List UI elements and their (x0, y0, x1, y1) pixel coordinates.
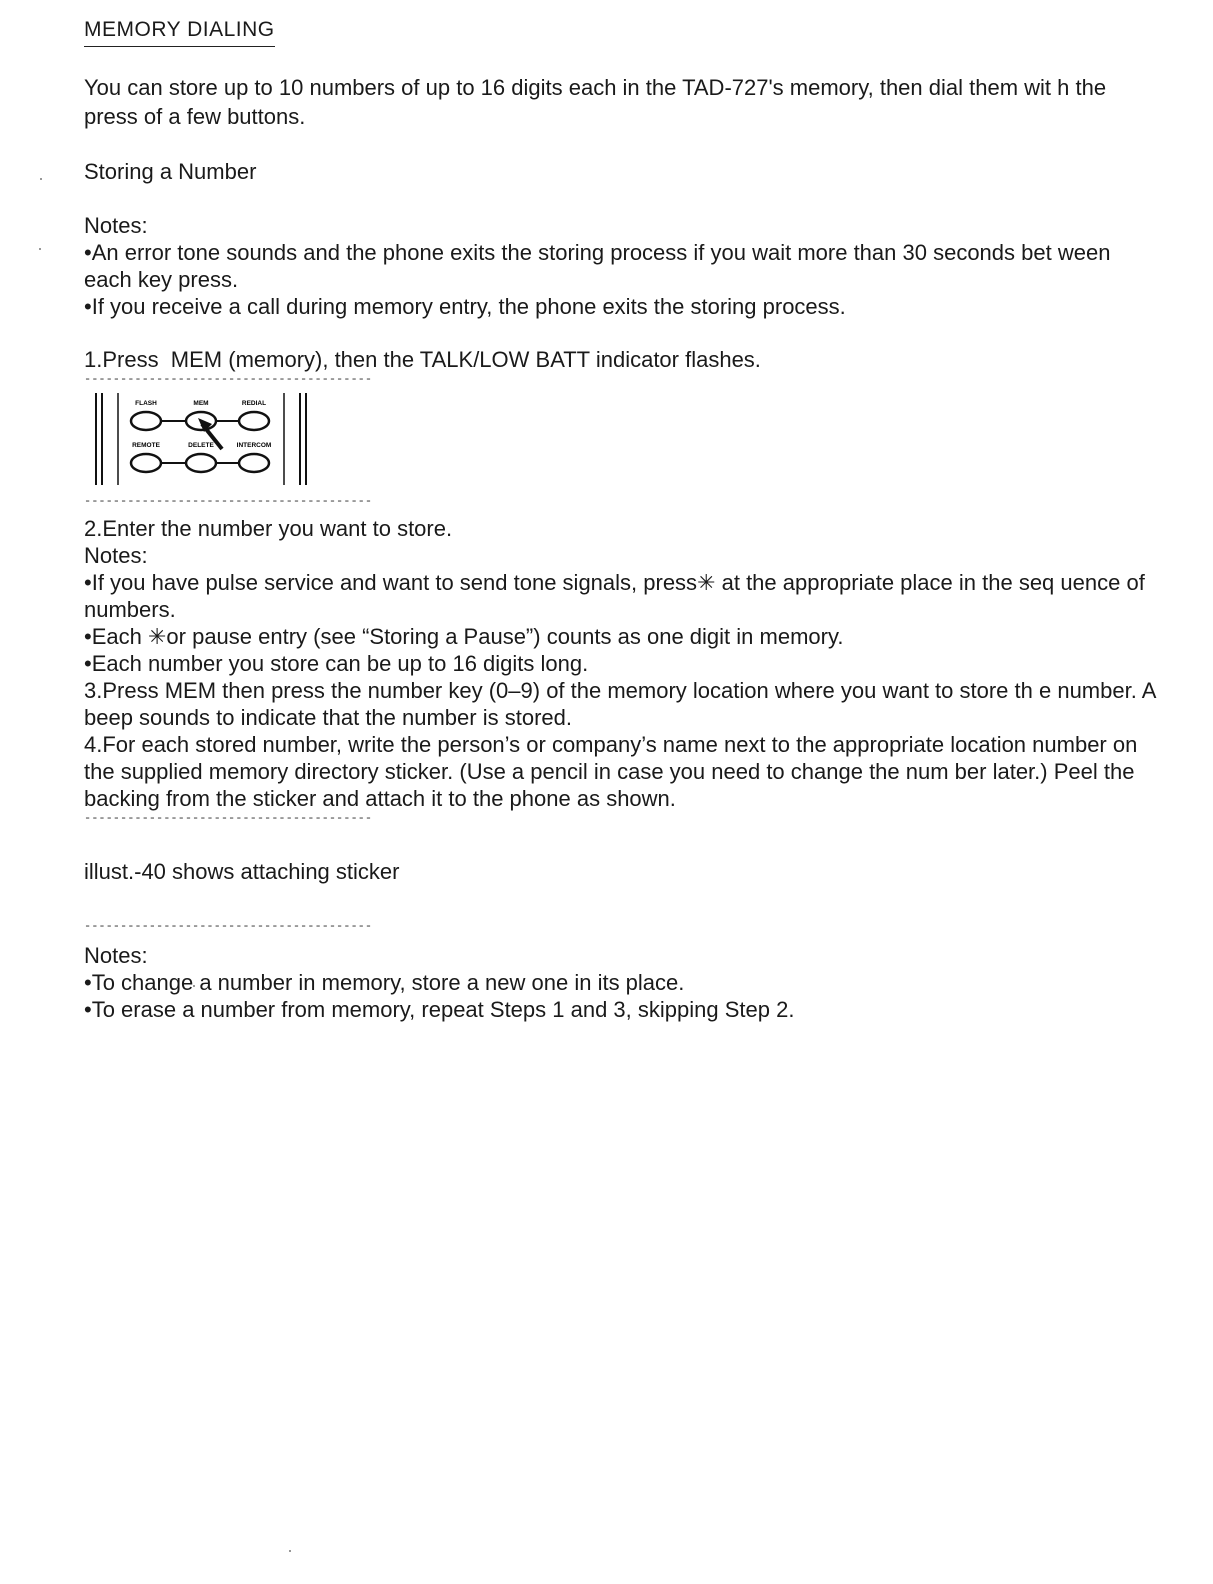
note-item: •Each number you store can be up to 16 digits long. (84, 651, 589, 676)
divider: ---------------------------------------- (84, 919, 373, 933)
scan-speck (40, 178, 42, 180)
note-item (84, 569, 1164, 623)
note-item: •If you receive a call during memory entry, the phone exits the storing process. (84, 294, 846, 319)
key-label-mem: MEM (193, 400, 209, 407)
note-item: •To erase a number from memory, repeat Steps 1 and 3, skipping Step 2. (84, 997, 795, 1022)
divider: ---------------------------------------- (84, 494, 373, 508)
document-page (84, 18, 1164, 1023)
step-4: 4.For each stored number, write the person’s or company’s name next to the appropriate location number on the supplied memory directory sticker. (Use a pencil in case you need to change the num ber later.) Peel the backing from the sticker and attach it to the phone as shown. (84, 732, 1144, 811)
delete-key (186, 454, 216, 472)
intro-paragraph: You can store up to 10 numbers of up to 16 digits each in the TAD-727's memory, then dial them wit h the press of a few buttons. (84, 75, 1107, 129)
scan-speck (39, 248, 41, 250)
key-label-remote: REMOTE (132, 442, 160, 449)
note-text: •If you have pulse service and want to send tone signals, press (84, 570, 698, 595)
keypad-illustration (94, 391, 1164, 491)
star-key-icon: ✳ (147, 624, 167, 649)
scan-speck (289, 1550, 291, 1552)
notes-label: Notes: (84, 213, 148, 238)
note-text: •Each (84, 624, 148, 649)
note-item: •An error tone sounds and the phone exits the storing process if you wait more than 30 seconds bet ween each key press. (84, 240, 1117, 292)
note-item (84, 623, 1164, 650)
illustration-caption: illust.-40 shows attaching sticker (84, 859, 400, 884)
key-label-redial: REDIAL (241, 400, 267, 407)
divider: ---------------------------------------- (84, 811, 373, 825)
redial-key (239, 412, 269, 430)
section-heading: Storing a Number (84, 159, 257, 184)
remote-key (131, 454, 161, 472)
step-1: 1.Press MEM (memory), then the TALK/LOW BATT indicator flashes. (84, 347, 761, 372)
intercom-key (239, 454, 269, 472)
notes-label: Notes: (84, 543, 148, 568)
note-text: at the appropriate place in the seq uence of numbers. (84, 570, 1151, 622)
divider: ---------------------------------------- (84, 372, 373, 386)
note-item: •To change a number in memory, store a new one in its place. (84, 970, 685, 995)
step-2: 2.Enter the number you want to store. (84, 516, 453, 541)
note-text: or pause entry (see “Storing a Pause”) counts as one digit in memory. (166, 624, 844, 649)
flash-key (131, 412, 161, 430)
star-key-icon: ✳ (697, 570, 716, 595)
step-3: 3.Press MEM then press the number key (0–9) of the memory location where you want to store th e number. A beep sounds to indicate that the number is stored. (84, 678, 1162, 730)
page-title: MEMORY DIALING (84, 18, 275, 47)
keypad-svg (94, 391, 324, 487)
key-label-flash: FLASH (135, 400, 157, 407)
key-label-intercom: INTERCOM (236, 442, 272, 449)
notes-label: Notes: (84, 943, 148, 968)
key-label-delete: DELETE (188, 442, 214, 449)
